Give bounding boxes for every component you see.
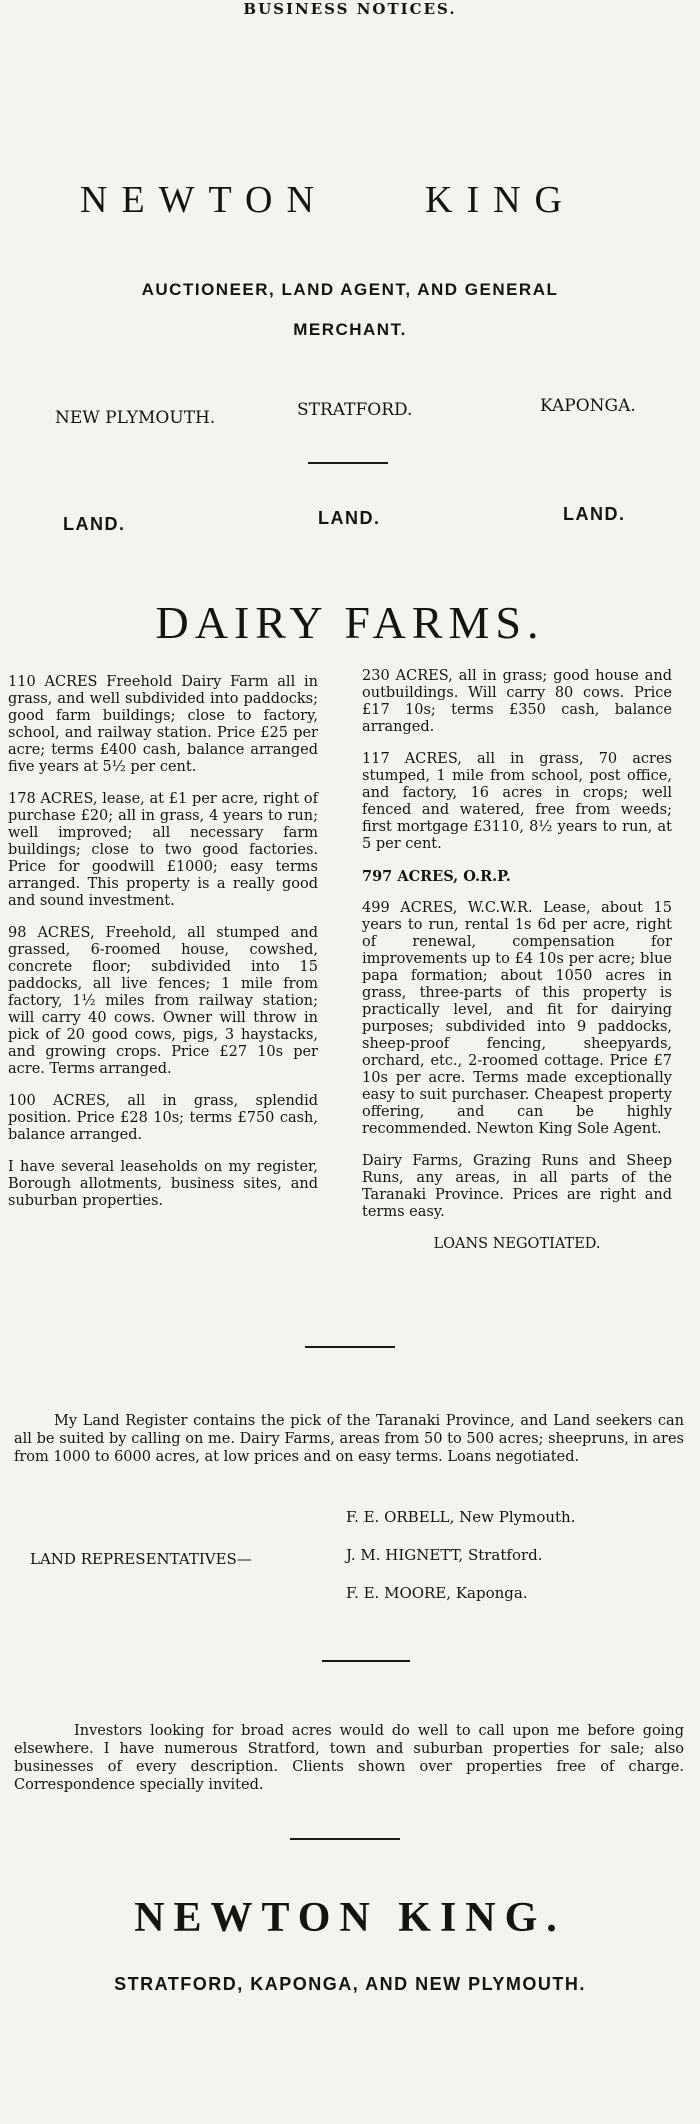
land-label-3: LAND. [563, 504, 626, 524]
rep-moore: F. E. MOORE, Kaponga. [346, 1584, 528, 1602]
firm-name-part2: KING [425, 179, 576, 221]
divider [308, 462, 388, 464]
listing-178-acres: 178 ACRES, lease, at £1 per acre, right of purchase £20; all in grass, 4 years to run; well improved; all necessary farm buildings; close to two good factories. Price for goodwill £1000; easy terms arranged. This property is a really good and sound investment. [8, 791, 318, 909]
investors-paragraph: Investors looking for broad acres would do well to call upon me before going elsewhere. I have numerous Stratford, town and suburban properties for sale; also businesses of every description. Clients shown over properties free of charge. Correspondence specially invited. [14, 1723, 684, 1793]
left-column [8, 674, 318, 1225]
firm-name [80, 178, 640, 222]
section-header: BUSINESS NOTICES. [243, 0, 457, 18]
listing-499-acres: 499 ACRES, W.C.W.R. Lease, about 15 years to run, rental 1s 6d per acre, right of renewal, compensation for improvements up to £4 10s per acre; blue papa formation; about 1050 acres in grass, three-parts of this property is practically level, and fit for dairying purposes; subdivided into 9 paddocks, sheep-proof fencing, sheepyards, orchard, etc., 2-roomed cottage. Price £7 10s per acre. Terms made exceptionally easy to suit purchaser. Cheapest property offering, and can be highly recommended. Newton King Sole Agent. [362, 900, 672, 1137]
representatives-label: LAND REPRESENTATIVES— [30, 1550, 252, 1568]
loans-negotiated: LOANS NEGOTIATED. [433, 1236, 601, 1252]
listing-230-acres: 230 ACRES, all in grass; good house and outbuildings. Will carry 80 cows. Price £17 10s; terms £350 cash, balance arranged. [362, 668, 672, 735]
divider [322, 1660, 410, 1662]
divider [290, 1838, 400, 1840]
tagline-line2: MERCHANT. [293, 320, 407, 339]
land-label-2: LAND. [318, 508, 381, 528]
rep-hignett: J. M. HIGNETT, Stratford. [346, 1546, 543, 1564]
footer-locations: STRATFORD, KAPONGA, AND NEW PLYMOUTH. [114, 1974, 586, 1994]
firm-name-part1: NEWTON [80, 179, 328, 221]
tagline-line1: AUCTIONEER, LAND AGENT, AND GENERAL [141, 280, 559, 299]
land-label-1: LAND. [63, 514, 126, 534]
listing-110-acres: 110 ACRES Freehold Dairy Farm all in grass, and well subdivided into paddocks; good farm buildings; close to factory, school, and railway station. Price £25 per acre; terms £400 cash, balance arranged five years at 5½ per cent. [8, 674, 318, 775]
location-new-plymouth: NEW PLYMOUTH. [55, 408, 216, 428]
location-kaponga: KAPONGA. [540, 396, 636, 416]
leaseholds-note: I have several leaseholds on my register, Borough allotments, business sites, and suburban properties. [8, 1159, 318, 1209]
dairy-runs-note: Dairy Farms, Grazing Runs and Sheep Runs, any areas, in all parts of the Taranaki Province. Prices are right and terms easy. [362, 1153, 672, 1220]
listing-100-acres: 100 ACRES, all in grass, splendid position. Price £28 10s; terms £750 cash, balance arranged. [8, 1093, 318, 1143]
land-register-paragraph: My Land Register contains the pick of the Taranaki Province, and Land seekers can all be suited by calling on me. Dairy Farms, areas from 50 to 500 acres; sheepruns, in ares from 1000 to 6000 acres, at low prices and on easy terms. Loans negotiated. [14, 1413, 684, 1465]
rep-orbell: F. E. ORBELL, New Plymouth. [346, 1508, 576, 1526]
listing-797-acres: 797 ACRES, O.R.P. [362, 868, 511, 885]
footer-firm-name: NEWTON KING. [134, 1895, 566, 1941]
listing-98-acres: 98 ACRES, Freehold, all stumped and grassed, 6-roomed house, cowshed, concrete floor; subdivided into 15 paddocks, all live fences; 1 mile from factory, 1½ miles from railway station; will carry 40 cows. Owner will throw in pick of 20 good cows, pigs, 3 haystacks, and growing crops. Price £27 10s per acre. Terms arranged. [8, 925, 318, 1077]
dairy-farms-heading: DAIRY FARMS. [155, 597, 545, 648]
location-stratford: STRATFORD. [297, 400, 413, 420]
right-column [362, 668, 672, 1253]
divider [305, 1346, 395, 1348]
listing-117-acres: 117 ACRES, all in grass, 70 acres stumped, 1 mile from school, post office, and factory, 16 acres in crops; well fenced and watered, free from weeds; first mortgage £3110, 8½ years to run, at 5 per cent. [362, 751, 672, 852]
